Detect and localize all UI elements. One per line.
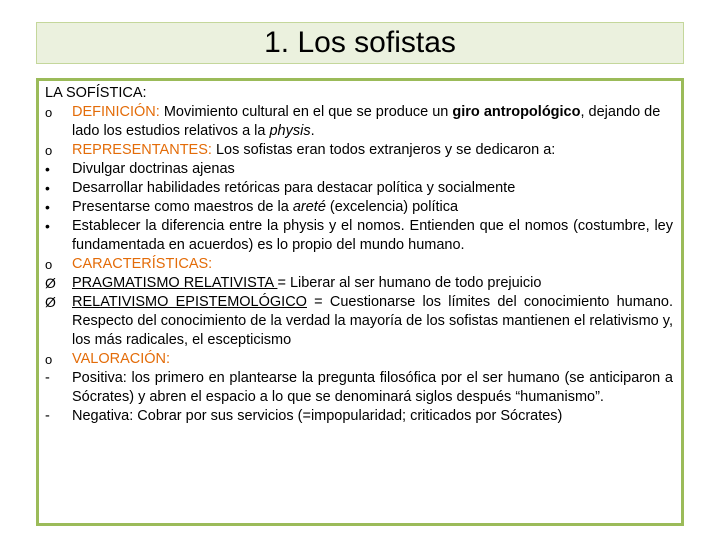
dash-bullet-icon: - <box>45 408 50 424</box>
valoracion-label: VALORACIÓN: <box>72 351 171 367</box>
bullet-icon: • <box>45 180 50 196</box>
caracteristicas-label: CARACTERÍSTICAS: <box>72 256 213 272</box>
bullet-icon: • <box>45 199 50 215</box>
list-item: • Divulgar doctrinas ajenas <box>45 161 235 177</box>
bullet-icon: • <box>45 161 50 177</box>
section-heading: LA SOFÍSTICA: <box>45 85 147 101</box>
list-item: • Presentarse como maestros de la areté (excelencia) política <box>45 199 459 215</box>
list-item-relativismo: Ø RELATIVISMO EPISTEMOLÓGICO = Cuestionarse los límites del conocimiento humano. Respecto del conocimiento de la verdad la mayoría de los sofistas mantienen el relativismo y, los más radicales, el escepticismo <box>45 294 673 348</box>
list-item-negativa: - Negativa: Cobrar por sus servicios (=impopularidad; criticados por Sócrates) <box>45 408 563 424</box>
giro-antropologico: giro antropológico <box>452 104 581 120</box>
dash-bullet-icon: - <box>45 370 50 386</box>
relativismo-label: RELATIVISMO EPISTEMOLÓGICO <box>72 294 307 310</box>
list-item-pragmatismo: Ø PRAGMATISMO RELATIVISTA = Liberar al ser humano de todo prejuicio <box>45 275 542 291</box>
circle-bullet-icon: o <box>45 352 53 367</box>
list-item-caracteristicas <box>45 255 673 274</box>
list-item-representantes: o REPRESENTANTES: Los sofistas eran todos extranjeros y se dedicaron a: <box>45 142 556 158</box>
arrow-bullet-icon: Ø <box>45 275 56 291</box>
content-box <box>36 78 684 526</box>
title-box <box>36 22 684 64</box>
list-item: • Establecer la diferencia entre la physis y el nomos. Entienden que el nomos (costumbre, ley fundamentada en acuerdos) es lo propio del mundo humano. <box>45 218 673 253</box>
page-title: 1. Los sofistas <box>264 26 456 59</box>
representantes-label: REPRESENTANTES: <box>72 142 212 158</box>
list-item: • Desarrollar habilidades retóricas para destacar política y socialmente <box>45 180 516 196</box>
circle-bullet-icon: o <box>45 257 53 272</box>
pragmatismo-label: PRAGMATISMO RELATIVISTA <box>72 275 278 291</box>
list-item-definicion: o DEFINICIÓN: Movimiento cultural en el que se produce un giro antropológico, dejando de lado los estudios relativos a la physis. <box>45 104 661 139</box>
list-item-positiva: - Positiva: los primero en plantearse la pregunta filosófica por el ser humano (se anticiparon a Sócrates) y abren el espacio a lo que se denominará siglos después “humanismo”. <box>45 370 673 405</box>
definicion-label: DEFINICIÓN: <box>72 104 160 120</box>
circle-bullet-icon: o <box>45 143 53 158</box>
list-item-valoracion <box>45 350 673 369</box>
circle-bullet-icon: o <box>45 105 53 120</box>
arrow-bullet-icon: Ø <box>45 294 56 310</box>
bullet-icon: • <box>45 218 50 234</box>
